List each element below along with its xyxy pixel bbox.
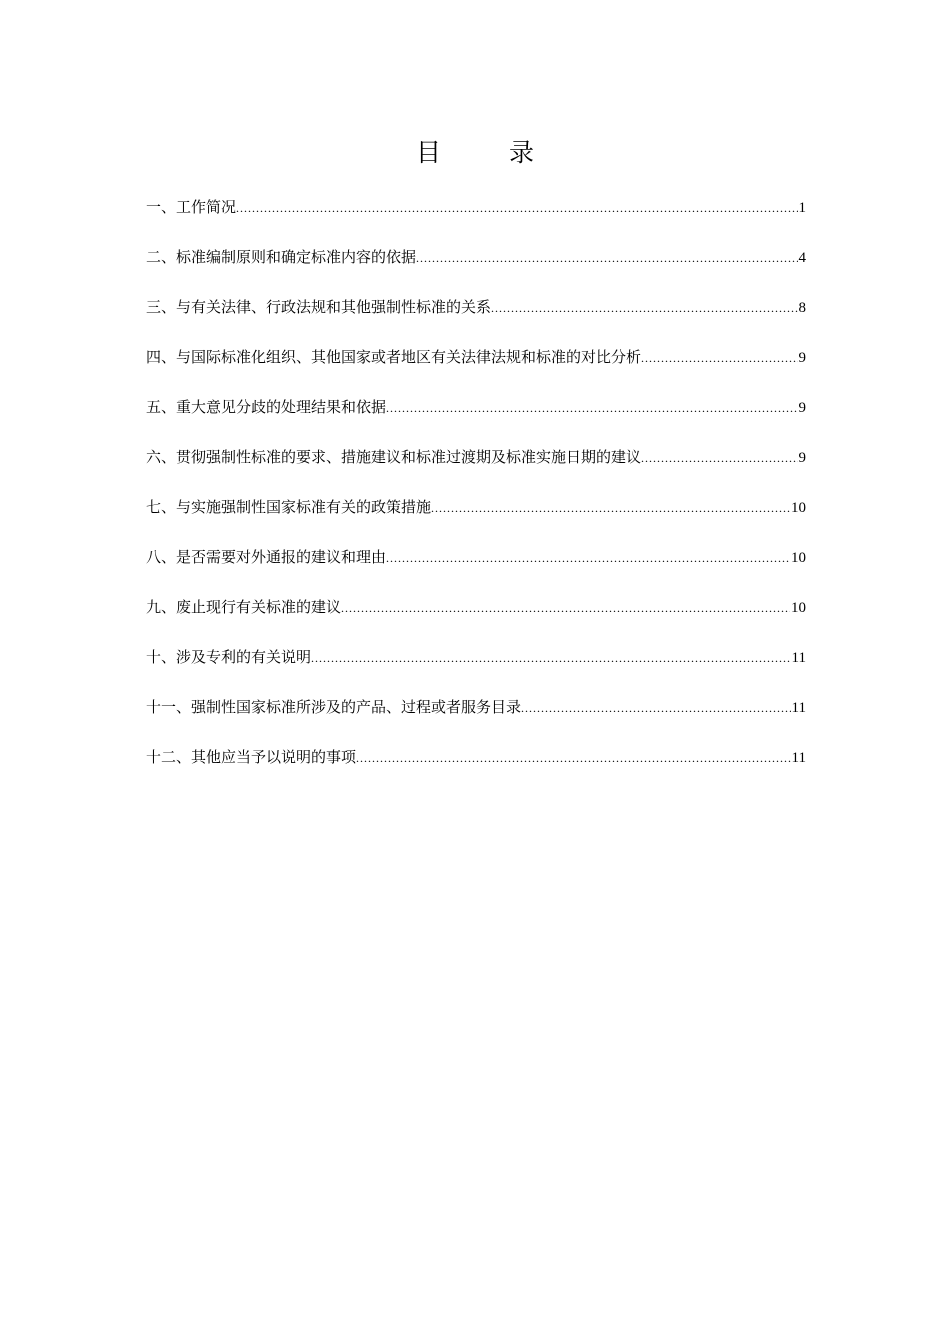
toc-leader-dots: [641, 447, 797, 469]
toc-entry-5[interactable]: [146, 396, 806, 446]
toc-entry-text: 一、工作简况: [146, 198, 237, 216]
toc-page-number: 11: [791, 650, 806, 666]
toc-entry-text: 九、废止现行有关标准的建议: [146, 598, 342, 616]
toc-entry-10[interactable]: [146, 646, 806, 696]
toc-leader-dots: [356, 747, 791, 769]
toc-entry-12[interactable]: [146, 746, 806, 796]
toc-leader-dots: [311, 647, 791, 669]
toc-entry-text: 十二、其他应当予以说明的事项: [146, 748, 357, 766]
toc-entry-6[interactable]: [146, 446, 806, 496]
toc-leader-dots: [431, 497, 790, 519]
toc-page-number: 10: [791, 600, 806, 616]
toc-entry-text: 四、与国际标准化组织、其他国家或者地区有关法律法规和标准的对比分析: [146, 348, 642, 366]
toc-entry-11[interactable]: [146, 696, 806, 746]
toc-entry-3[interactable]: [146, 296, 806, 346]
toc-page-number: 4: [798, 250, 806, 266]
table-of-contents: [146, 196, 806, 796]
toc-leader-dots: [416, 247, 797, 269]
toc-entry-text: 五、重大意见分歧的处理结果和依据: [146, 398, 387, 416]
toc-page-number: 9: [798, 450, 806, 466]
toc-entry-7[interactable]: [146, 496, 806, 546]
page-title: 目 录: [416, 138, 564, 167]
toc-entry-4[interactable]: [146, 346, 806, 396]
toc-entry-text: 三、与有关法律、行政法规和其他强制性标准的关系: [146, 298, 492, 316]
toc-entry-9[interactable]: [146, 596, 806, 646]
toc-page-number: 10: [791, 500, 806, 516]
toc-page-number: 11: [791, 750, 806, 766]
toc-entry-2[interactable]: [146, 246, 806, 296]
toc-page-number: 9: [798, 400, 806, 416]
toc-entry-text: 十一、强制性国家标准所涉及的产品、过程或者服务目录: [146, 698, 522, 716]
toc-leader-dots: [641, 347, 797, 369]
toc-leader-dots: [491, 297, 797, 319]
toc-page-number: 9: [798, 350, 806, 366]
toc-leader-dots: [236, 197, 797, 219]
toc-entry-text: 六、贯彻强制性标准的要求、措施建议和标准过渡期及标准实施日期的建议: [146, 448, 642, 466]
toc-leader-dots: [386, 547, 790, 569]
toc-page-number: 10: [791, 550, 806, 566]
toc-leader-dots: [521, 697, 791, 719]
toc-entry-8[interactable]: [146, 546, 806, 596]
toc-page-number: 8: [798, 300, 806, 316]
toc-leader-dots: [386, 397, 797, 419]
toc-entry-text: 二、标准编制原则和确定标准内容的依据: [146, 248, 417, 266]
toc-entry-text: 十、涉及专利的有关说明: [146, 648, 312, 666]
toc-entry-text: 七、与实施强制性国家标准有关的政策措施: [146, 498, 432, 516]
toc-page-number: 11: [791, 700, 806, 716]
toc-leader-dots: [341, 597, 790, 619]
toc-entry-1[interactable]: [146, 196, 806, 246]
toc-entry-text: 八、是否需要对外通报的建议和理由: [146, 548, 387, 566]
toc-page-number: 1: [798, 200, 806, 216]
